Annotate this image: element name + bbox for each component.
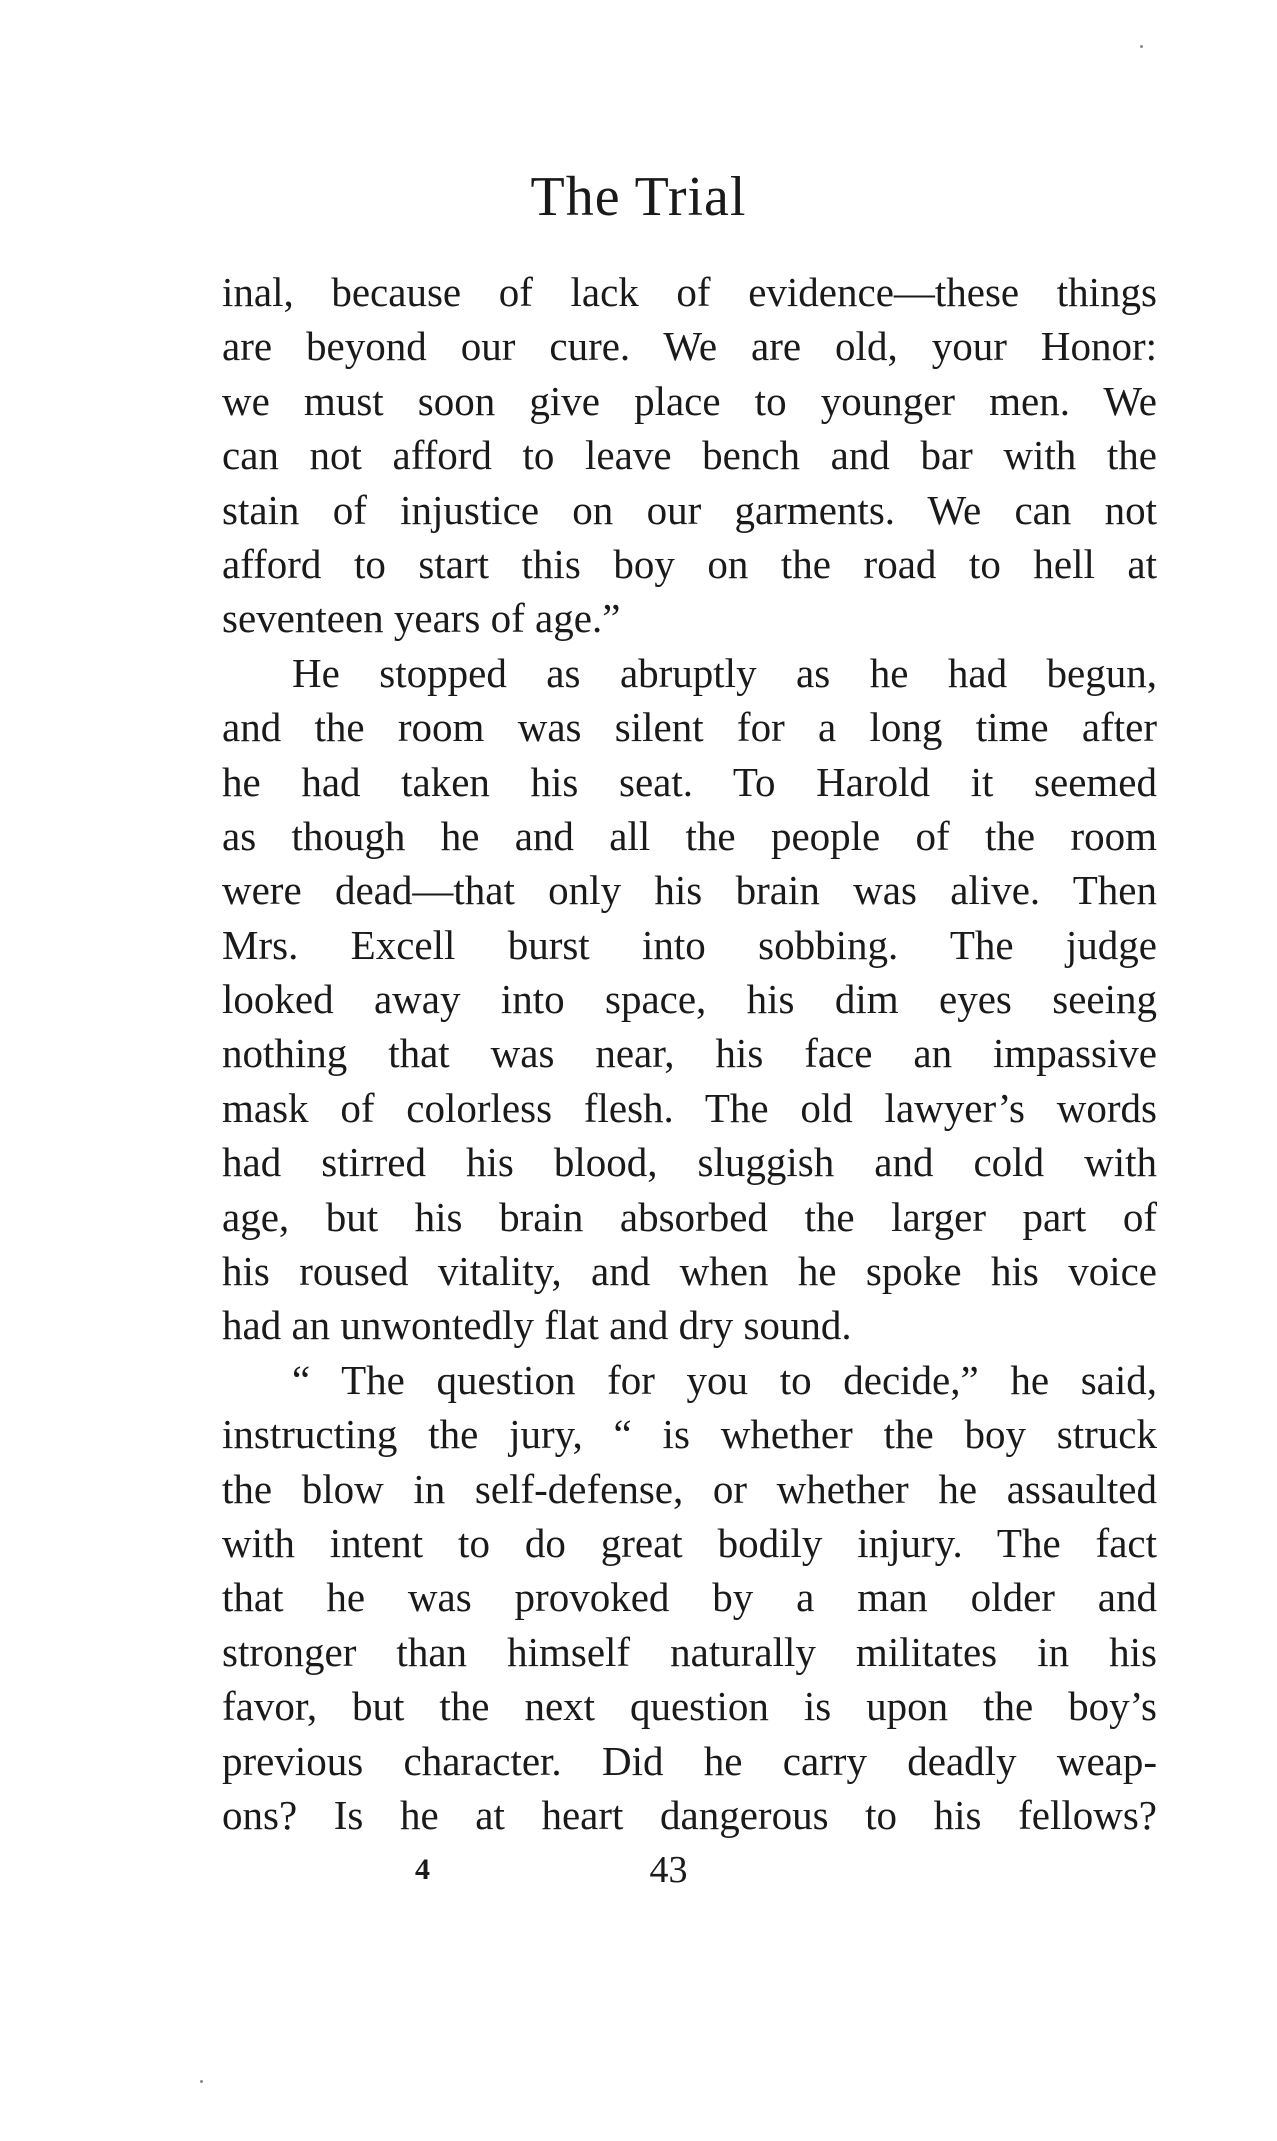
text-line: inal, because of lack of evidence—these things [222,269,1157,315]
text-line: were dead—that only his brain was alive. Then [222,867,1157,914]
text-line: his roused vitality, and when he spoke his voice [222,1248,1157,1295]
paper-speck [200,2080,203,2083]
signature-mark: 4 [415,1853,430,1886]
text-line: the blow in self-defense, or whether he assaulted [222,1465,1157,1512]
text-line: had stirred his blood, sluggish and cold with [222,1139,1157,1186]
running-head: The Trial [530,166,747,228]
text-line: can not afford to leave bench and bar with the [222,432,1157,479]
text-line: are beyond our cure. We are old, your Honor: [222,323,1157,370]
page-number: 43 [649,1849,688,1891]
text-line: Mrs. Excell burst into sobbing. The judge [222,921,1157,968]
text-line: mask of colorless flesh. The old lawyer’s words [222,1084,1157,1131]
text-line: age, but his brain absorbed the larger part of [222,1193,1157,1240]
text-line: we must soon give place to younger men. We [222,377,1157,424]
text-line: instructing the jury, “ is whether the boy struck [222,1411,1157,1458]
page-footer [0,1840,1277,1900]
text-line: “ The question for you to decide,” he said, [292,1356,1157,1403]
text-line: stain of injustice on our garments. We can not [222,486,1157,533]
text-line: looked away into space, his dim eyes seeing [222,976,1157,1023]
text-line: stronger than himself naturally militates in his [222,1628,1157,1675]
text-line: ons? Is he at heart dangerous to his fellows? [222,1791,1157,1838]
text-line: nothing that was near, his face an impassive [222,1030,1157,1077]
text-line: favor, but the next question is upon the boy’s [222,1683,1157,1730]
text-line: he had taken his seat. To Harold it seemed [222,758,1157,805]
body-text [222,265,1157,1842]
text-line: seventeen years of age.” [222,595,621,642]
text-line: as though he and all the people of the room [222,812,1157,859]
text-line: and the room was silent for a long time after [222,704,1157,751]
text-line: He stopped as abruptly as he had begun, [292,649,1157,696]
text-line: had an unwontedly flat and dry sound. [222,1302,852,1349]
text-line: previous character. Did he carry deadly weap- [222,1737,1157,1784]
text-line: with intent to do great bodily injury. The fact [222,1519,1157,1566]
text-line: that he was provoked by a man older and [222,1574,1157,1621]
text-line: afford to start this boy on the road to hell at [222,540,1157,587]
paper-speck [1140,45,1143,48]
